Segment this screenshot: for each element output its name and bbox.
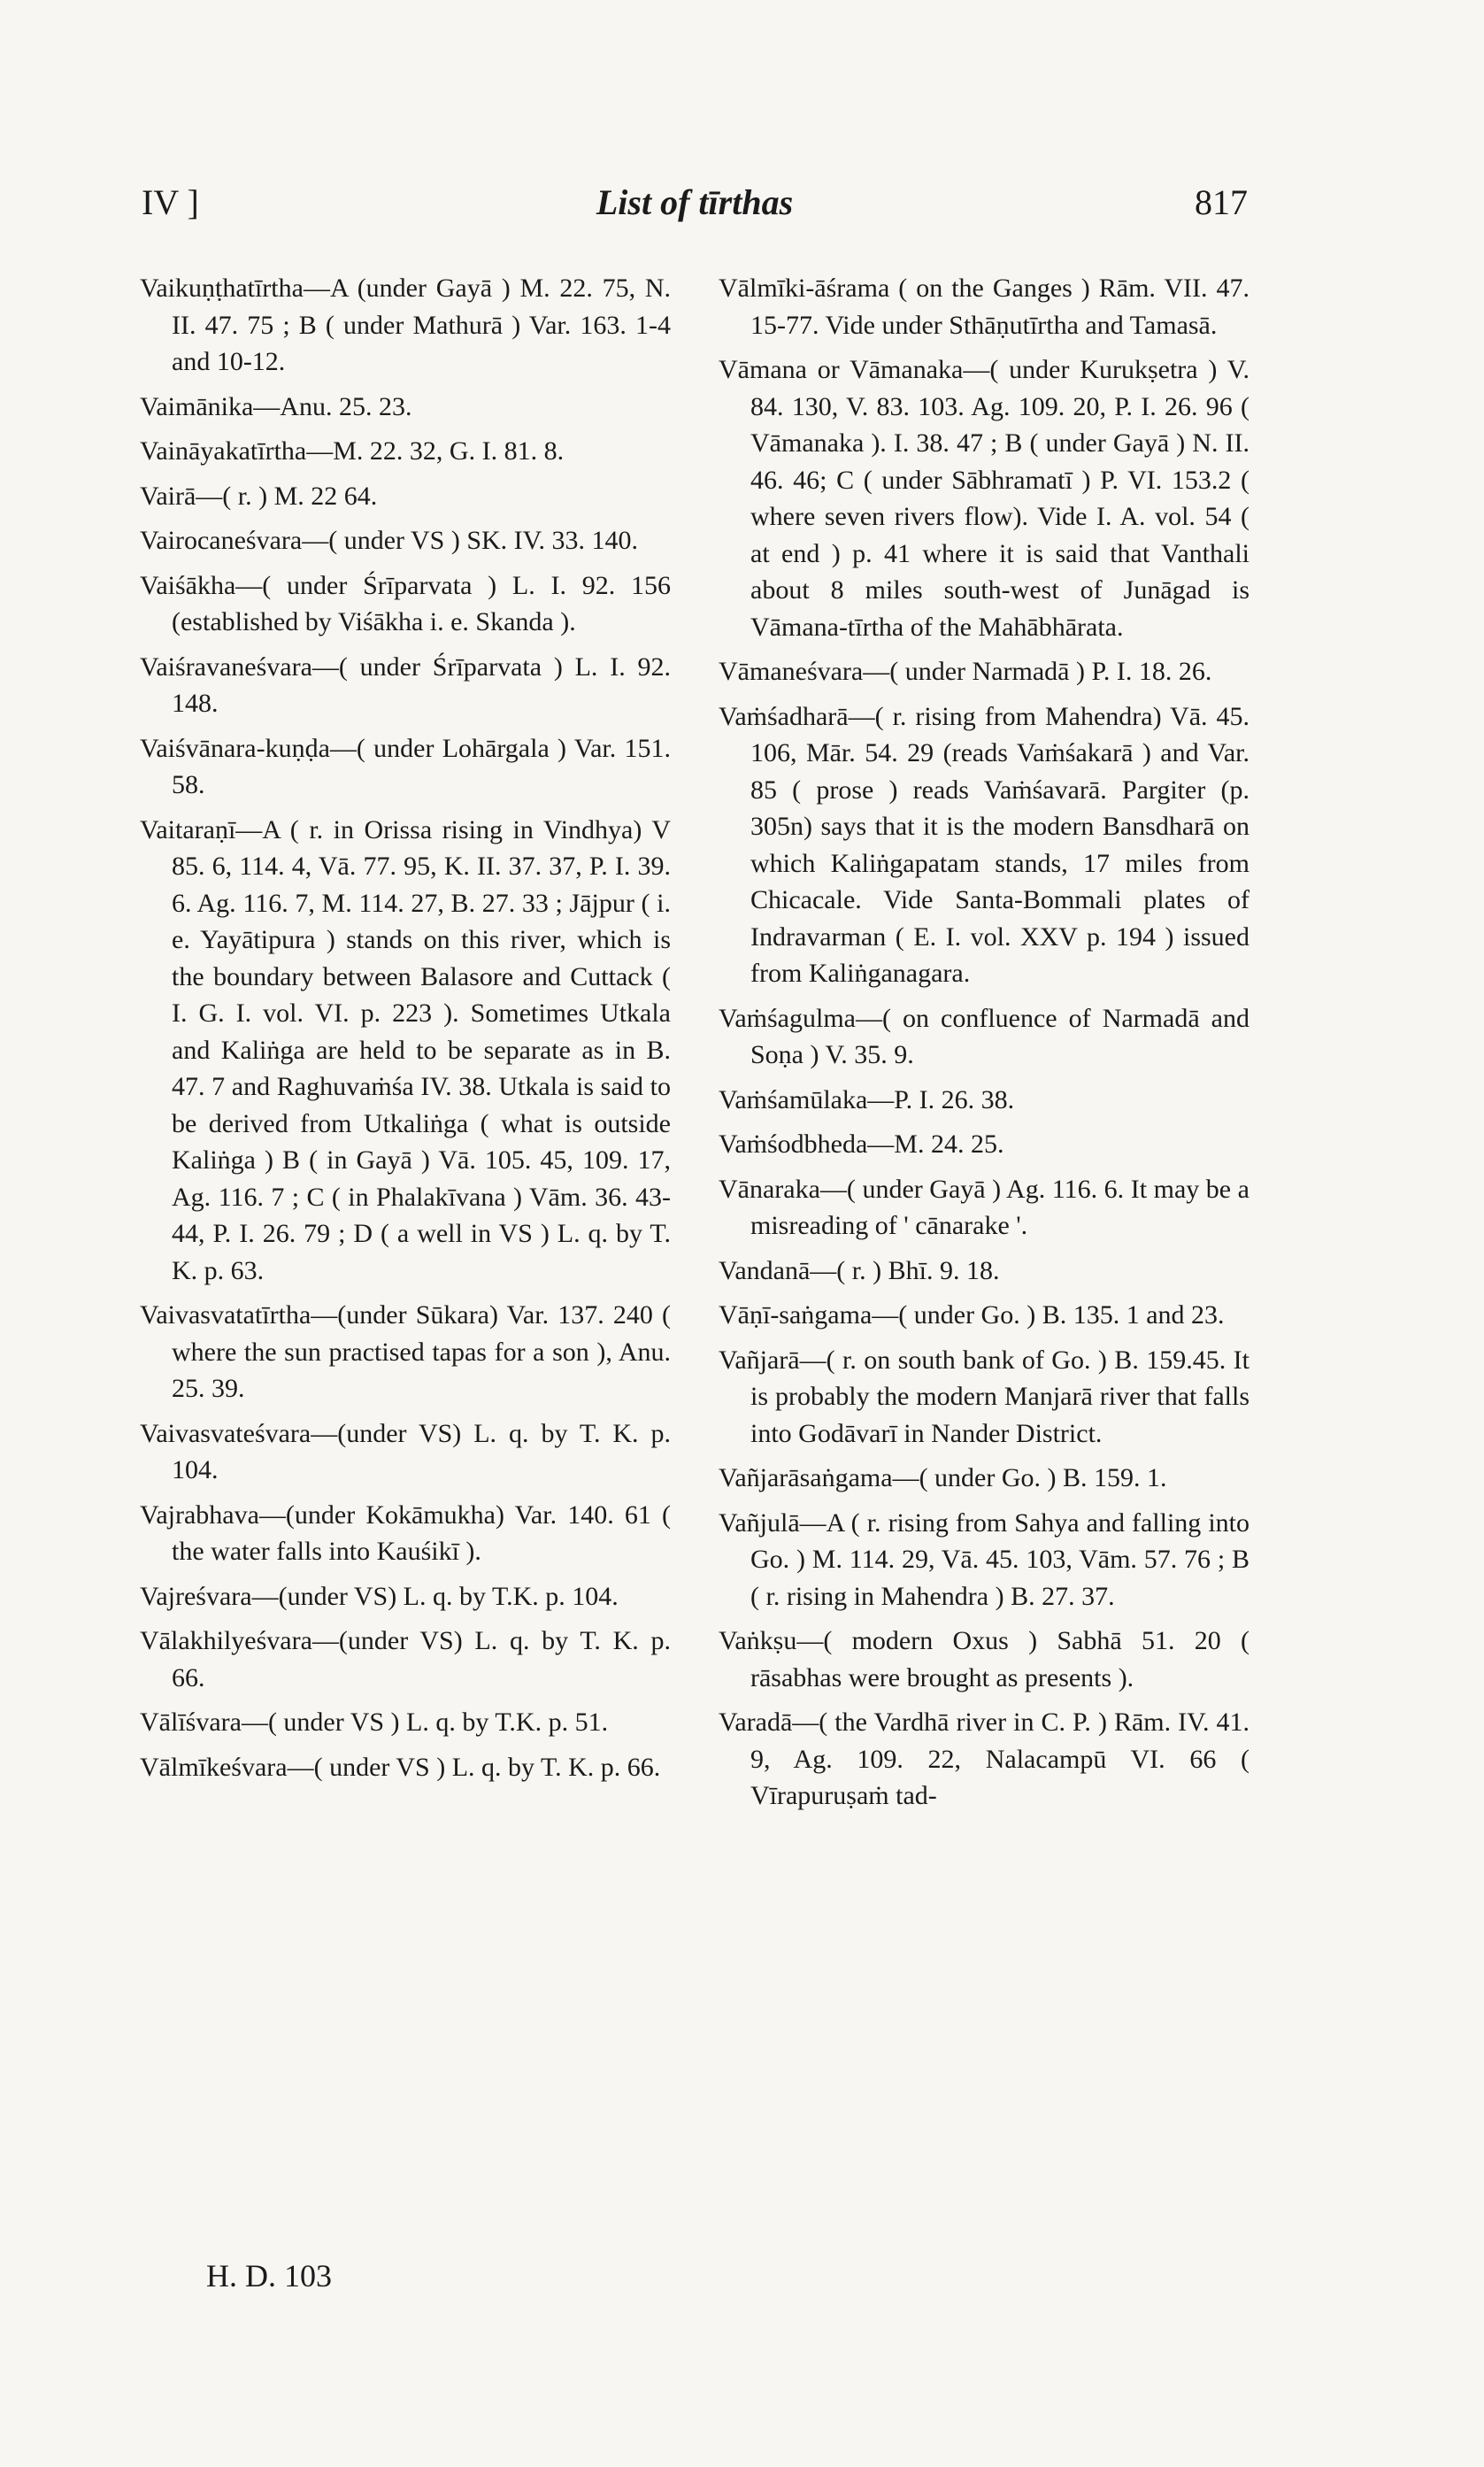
- entry: Vairā—( r. ) M. 22 64.: [140, 481, 378, 511]
- page-header: [142, 181, 1248, 235]
- entry: Vaiśvānara-kuṇḍa—( under Lohārgala ) Var. 151. 58.: [140, 733, 671, 799]
- entry: Vaṁśamūlaka—P. I. 26. 38.: [719, 1084, 1015, 1114]
- entry: Vaiśākha—( under Śrīparvata ) L. I. 92. 156 (established by Viśākha i. e. Skanda ).: [140, 570, 671, 636]
- signature-mark: H. D. 103: [206, 2258, 332, 2294]
- section-number: IV ]: [142, 182, 199, 222]
- entry: Vānaraka—( under Gayā ) Ag. 116. 6. It may be a misreading of ' cānarake '.: [719, 1174, 1249, 1240]
- entry: Vaitaraṇī—A ( r. in Orissa rising in Vindhya) V 85. 6, 114. 4, Vā. 77. 95, K. II. 37. 37, P. I. 39. 6. Ag. 116. 7, M. 114. 27, B. 27. 33 ; Jājpur ( i. e. Yayātipura ) stands on this river, which is the boundary between Balasore and Cuttack ( I. G. I. vol. VI. p. 223 ). Sometimes Utkala and Kaliṅga are held to be separate as in B. 47. 7 and Raghuvaṁśa IV. 38. Utkala is said to be derived from Utkaliṅga ( what is outside Kaliṅga ) B ( in Gayā ) Vā. 105. 45, 109. 17, Ag. 116. 7 ; C ( in Phalakīvana ) Vām. 36. 43-44, P. I. 26. 79 ; D ( a well in VS ) L. q. by T. K. p. 63.: [140, 814, 671, 1285]
- entry: Varadā—( the Vardhā river in C. P. ) Rām. IV. 41. 9, Ag. 109. 22, Nalacampū VI. 66 ( Vīrapuruṣaṁ tad-: [719, 1708, 1249, 1810]
- entry: Vañjarā—( r. on south bank of Go. ) B. 159.45. It is probably the modern Manjarā river that falls into Godāvarī in Nander District.: [719, 1345, 1249, 1448]
- entry: Vaināyakatīrtha—M. 22. 32, G. I. 81. 8.: [140, 436, 565, 466]
- left-column: [140, 270, 671, 1793]
- entry: Vajreśvara—(under VS) L. q. by T.K. p. 104.: [140, 1581, 619, 1611]
- entry: Vaṅkṣu—( modern Oxus ) Sabhā 51. 20 ( rāsabhas were brought as presents ).: [719, 1626, 1249, 1692]
- entry: Vaivasvateśvara—(under VS) L. q. by T. K. p. 104.: [140, 1418, 671, 1484]
- entry: Vaiśravaneśvara—( under Śrīparvata ) L. I. 92. 148.: [140, 651, 671, 718]
- entry: Vāṇī-saṅgama—( under Go. ) B. 135. 1 and 23.: [719, 1300, 1225, 1330]
- entry: Vālmīkeśvara—( under VS ) L. q. by T. K. p. 66.: [140, 1752, 661, 1782]
- entry: Vajrabhava—(under Kokāmukha) Var. 140. 61 ( the water falls into Kauśikī ).: [140, 1499, 671, 1566]
- entry: Vālīśvara—( under VS ) L. q. by T.K. p. 51.: [140, 1708, 609, 1737]
- entry: Vaṁśadharā—( r. rising from Mahendra) Vā. 45. 106, Mār. 54. 29 (reads Vaṁśakarā ) and Var. 85 ( prose ) reads Vaṁśavarā. Pargiter (p. 305n) says that it is the modern Bansdharā on which Kaliṅgapatam stands, 17 miles from Chicacale. Vide Santa-Bommali plates of Indravarman ( E. I. vol. XXV p. 194 ) issued from Kaliṅganagara.: [719, 701, 1249, 988]
- entry: Vālmīki-āśrama ( on the Ganges ) Rām. VII. 47. 15-77. Vide under Sthāṇutīrtha and Tamasā.: [719, 274, 1249, 340]
- entry: Vaṁśodbheda—M. 24. 25.: [719, 1129, 1004, 1159]
- entry: Vāmana or Vāmanaka—( under Kurukṣetra ) V. 84. 130, V. 83. 103. Ag. 109. 20, P. I. 26. 96 ( Vāmanaka ). I. 38. 47 ; B ( under Gayā ) N. II. 46. 46; C ( under Sābhramatī ) P. VI. 153.2 ( where seven rivers flow). Vide I. A. vol. 54 ( at end ) p. 41 where it is said that Vanthali about 8 miles south-west of Junāgad is Vāmana-tīrtha of the Mahābhārata.: [719, 355, 1249, 642]
- entry: Vaimānika—Anu. 25. 23.: [140, 391, 412, 421]
- page-number: 817: [1195, 182, 1248, 222]
- entry: Vaikuṇṭhatīrtha—A (under Gayā ) M. 22. 75, N. II. 47. 75 ; B ( under Mathurā ) Var. 163. 1-4 and 10-12.: [140, 274, 671, 376]
- entry: Vañjarāsaṅgama—( under Go. ) B. 159. 1.: [719, 1463, 1167, 1492]
- right-column: [719, 270, 1249, 1823]
- entry: Vāmaneśvara—( under Narmadā ) P. I. 18. 26.: [719, 657, 1212, 686]
- entry: Vaṁśagulma—( on confluence of Narmadā and Soṇa ) V. 35. 9.: [719, 1003, 1249, 1069]
- entry: Vañjulā—A ( r. rising from Sahya and falling into Go. ) M. 114. 29, Vā. 45. 103, Vām. 57. 76 ; B ( r. rising in Mahendra ) B. 27. 37.: [719, 1507, 1249, 1611]
- entry: Vālakhilyeśvara—(under VS) L. q. by T. K. p. 66.: [140, 1626, 671, 1692]
- running-title: List of tīrthas: [596, 182, 794, 222]
- entry: Vaivasvatatīrtha—(under Sūkara) Var. 137. 240 ( where the sun practised tapas for a son ), Anu. 25. 39.: [140, 1300, 671, 1403]
- entry: Vandanā—( r. ) Bhī. 9. 18.: [719, 1255, 1000, 1285]
- entry: Vairocaneśvara—( under VS ) SK. IV. 33. 140.: [140, 526, 638, 555]
